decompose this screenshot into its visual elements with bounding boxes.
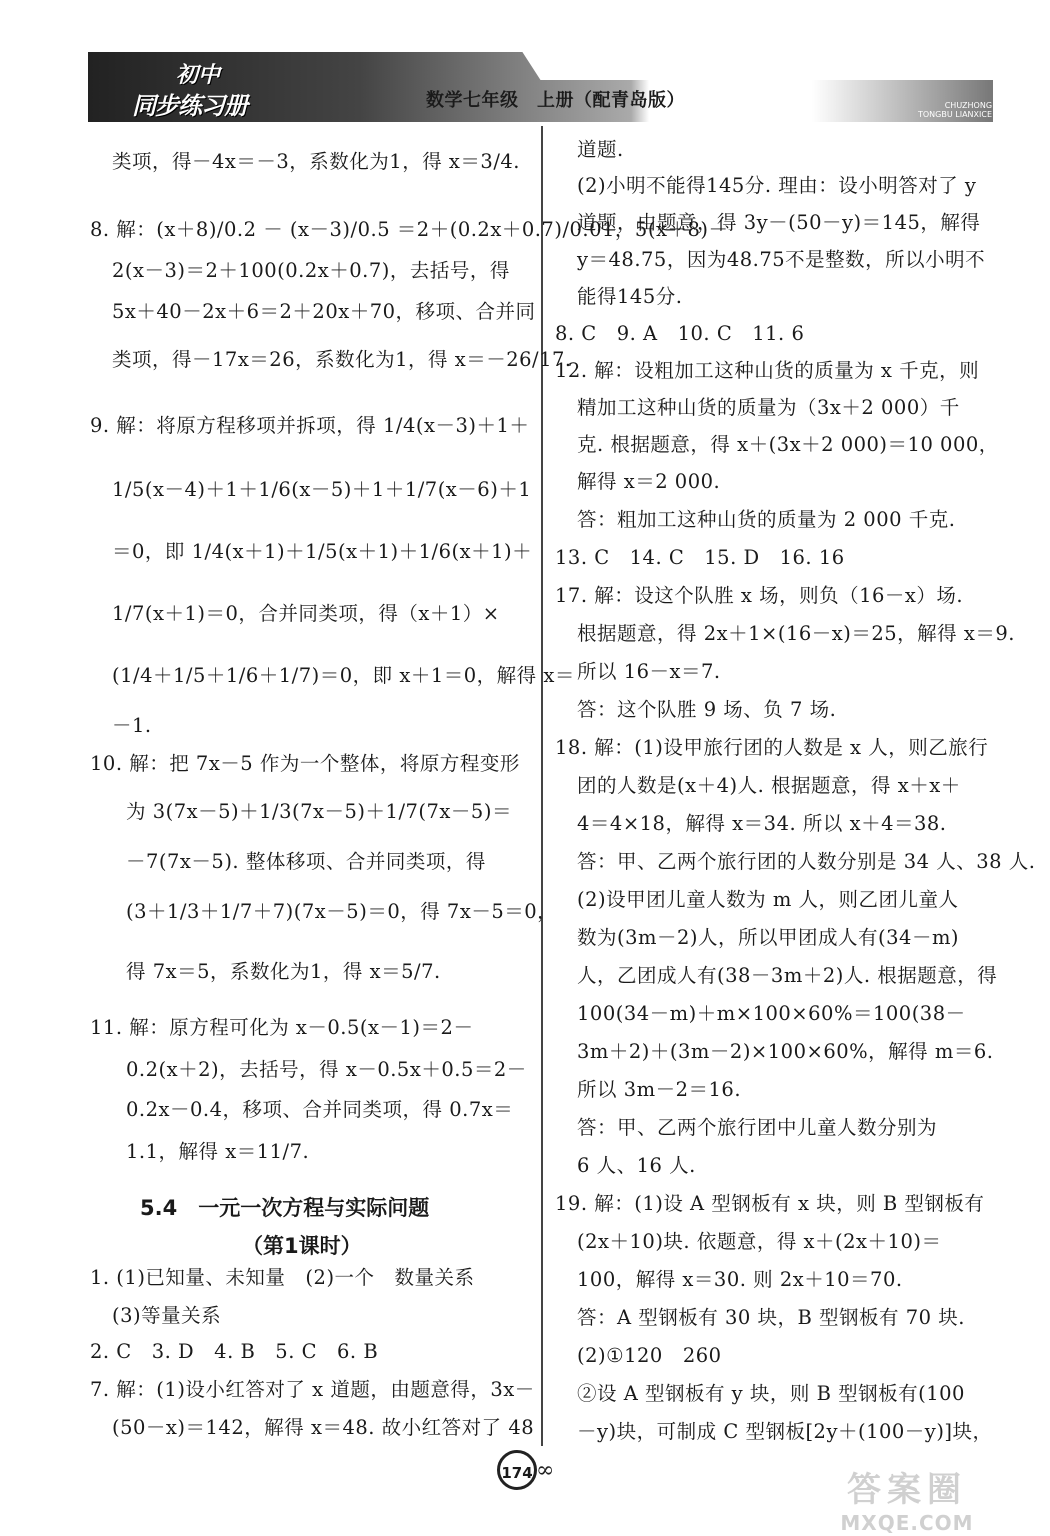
text-line: 根据题意，得 2x＋1×(16－x)＝25，解得 x＝9. xyxy=(577,622,1015,645)
text-line: 2(x－3)＝2＋100(0.2x＋0.7)，去括号，得 xyxy=(112,259,510,282)
text-line: 能得145分. xyxy=(577,285,683,308)
text-line: 100(34－m)＋m×100×60%＝100(38－ xyxy=(577,1002,966,1025)
text-line: 精加工这种山货的质量为（3x＋2 000）千 xyxy=(577,396,960,419)
text-line: －1. xyxy=(112,714,152,737)
text-line: 8. C 9. A 10. C 11. 6 xyxy=(555,322,805,345)
text-line: (2)设甲团儿童人数为 m 人，则乙团儿童人 xyxy=(577,888,959,911)
text-line: (1/4＋1/5＋1/6＋1/7)＝0，即 x＋1＝0，解得 x＝ xyxy=(112,664,575,687)
text-line: 答：甲、乙两个旅行团的人数分别是 34 人、38 人. xyxy=(577,850,1036,873)
page-ornament-icon: ∞ xyxy=(536,1458,555,1483)
text-line: 答：甲、乙两个旅行团中儿童人数分别为 xyxy=(577,1116,938,1139)
text-line: 3m＋2)＋(3m－2)×100×60%，解得 m＝6. xyxy=(577,1040,994,1063)
text-line: (50－x)＝142，解得 x＝48. 故小红答对了 48 xyxy=(112,1416,535,1439)
text-line: 2. C 3. D 4. B 5. C 6. B xyxy=(90,1340,379,1363)
book-title: 数学七年级 上册（配青岛版） xyxy=(426,90,685,111)
text-line: 8. 解：(x＋8)/0.2 － (x－3)/0.5 ＝2＋(0.2x＋0.7)/0.01，5(x＋8)－ xyxy=(90,218,729,241)
text-line: (2)小明不能得145分. 理由：设小明答对了 y xyxy=(577,174,977,197)
section-subtitle: （第1课时） xyxy=(242,1234,362,1258)
text-line: 数为(3m－2)人，所以甲团成人有(34－m) xyxy=(577,926,960,949)
text-line: －y)块，可制成 C 型钢板[2y＋(100－y)]块， xyxy=(577,1420,993,1443)
text-line: 团的人数是(x＋4)人. 根据题意，得 x＋x＋ xyxy=(577,774,961,797)
text-line: 0.2(x＋2)，去括号，得 x－0.5x＋0.5＝2－ xyxy=(126,1058,527,1081)
text-line: 为 3(7x－5)＋1/3(7x－5)＋1/7(7x－5)＝ xyxy=(126,800,512,823)
text-line: 13. C 14. C 15. D 16. 16 xyxy=(555,546,845,569)
text-line: 解得 x＝2 000. xyxy=(577,470,721,493)
text-line: 17. 解：设这个队胜 x 场，则负（16－x）场. xyxy=(555,584,964,607)
text-line: (2)①120 260 xyxy=(577,1344,722,1367)
text-line: 11. 解：原方程可化为 x－0.5(x－1)＝2－ xyxy=(90,1016,474,1039)
column-divider xyxy=(541,126,543,1446)
header-subtitle-line1: CHUZHONG xyxy=(944,101,993,110)
text-line: 类项，得－17x＝26，系数化为1，得 x＝－26/17. xyxy=(112,348,572,371)
text-line: 7. 解：(1)设小红答对了 x 道题，由题意得，3x－ xyxy=(90,1378,535,1401)
text-line: (2x＋10)块. 依题意，得 x＋(2x＋10)＝ xyxy=(577,1230,942,1253)
text-line: 克. 根据题意，得 x＋(3x＋2 000)＝10 000， xyxy=(577,433,999,456)
text-line: 4＝4×18，解得 x＝34. 所以 x＋4＝38. xyxy=(577,812,947,835)
text-line: 类项，得－4x＝－3，系数化为1，得 x＝3/4. xyxy=(112,150,520,173)
section-title: 5.4 一元一次方程与实际问题 xyxy=(140,1196,430,1220)
text-line: 人，乙团成人有(38－3m＋2)人. 根据题意，得 xyxy=(577,964,998,987)
text-line: 18. 解：(1)设甲旅行团的人数是 x 人，则乙旅行 xyxy=(555,736,989,759)
text-line: 1.1，解得 x＝11/7. xyxy=(126,1140,310,1163)
text-line: y＝48.75，因为48.75不是整数，所以小明不 xyxy=(577,248,986,271)
text-line: 6 人、16 人. xyxy=(577,1154,696,1177)
text-line: 12. 解：设粗加工这种山货的质量为 x 千克，则 xyxy=(555,359,980,382)
text-line: 所以 16－x＝7. xyxy=(577,660,721,683)
header-subtitle xyxy=(918,101,992,119)
text-line: 道题，由题意，得 3y－(50－y)＝145，解得 xyxy=(577,211,981,234)
text-line: 答：粗加工这种山货的质量为 2 000 千克. xyxy=(577,508,956,531)
header-subtitle-line2: TONGBU LIANXICE xyxy=(918,110,993,119)
text-line: 1/5(x－4)＋1＋1/6(x－5)＋1＋1/7(x－6)＋1 xyxy=(112,478,532,501)
text-line: (3＋1/3＋1/7＋7)(7x－5)＝0，得 7x－5＝0， xyxy=(126,900,558,923)
text-line: 得 7x＝5，系数化为1，得 x＝5/7. xyxy=(126,960,441,983)
text-line: 1/7(x＋1)＝0，合并同类项，得（x＋1）× xyxy=(112,602,500,625)
book-logo xyxy=(118,56,268,122)
text-line: 0.2x－0.4，移项、合并同类项，得 0.7x＝ xyxy=(126,1098,514,1121)
text-line: 9. 解：将原方程移项并拆项，得 1/4(x－3)＋1＋ xyxy=(90,414,530,437)
watermark-url: MXQE.COM xyxy=(840,1511,974,1535)
text-line: 所以 3m－2＝16. xyxy=(577,1078,742,1101)
text-line: 答：这个队胜 9 场、负 7 场. xyxy=(577,698,837,721)
page-number: 174 xyxy=(497,1450,537,1490)
text-line: 道题. xyxy=(577,138,624,161)
text-line: (3)等量关系 xyxy=(112,1304,222,1327)
text-line: 答：A 型钢板有 30 块，B 型钢板有 70 块. xyxy=(577,1306,965,1329)
text-line: 19. 解：(1)设 A 型钢板有 x 块，则 B 型钢板有 xyxy=(555,1192,985,1215)
logo-top-text: 初中 xyxy=(176,63,221,88)
text-line: ＝0，即 1/4(x＋1)＋1/5(x＋1)＋1/6(x＋1)＋ xyxy=(112,540,533,563)
watermark-text: 答案圈 xyxy=(847,1470,967,1510)
logo-bottom-text: 同步练习册 xyxy=(132,92,247,120)
text-line: －7(7x－5). 整体移项、合并同类项，得 xyxy=(126,850,486,873)
text-line: 5x＋40－2x＋6＝2＋20x＋70，移项、合并同 xyxy=(112,300,536,323)
text-line: ②设 A 型钢板有 y 块，则 B 型钢板有(100 xyxy=(577,1382,965,1405)
watermark xyxy=(822,1462,992,1535)
text-line: 1. (1)已知量、未知量 (2)一个 数量关系 xyxy=(90,1266,475,1289)
text-line: 100，解得 x＝30. 则 2x＋10＝70. xyxy=(577,1268,903,1291)
text-line: 10. 解：把 7x－5 作为一个整体，将原方程变形 xyxy=(90,752,520,775)
